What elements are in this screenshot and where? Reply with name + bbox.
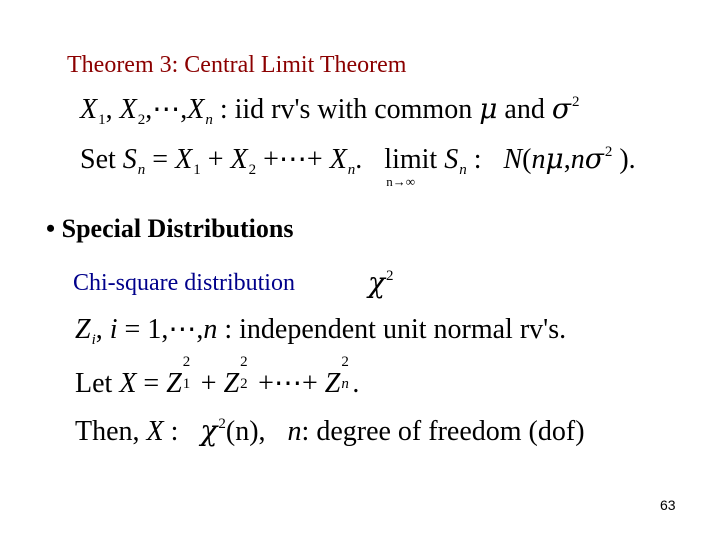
dof-text: : degree of freedom (dof) xyxy=(301,416,585,447)
sub-1: 1 xyxy=(98,112,106,128)
plus: + xyxy=(306,144,323,175)
sigma-symbol: σ xyxy=(551,92,571,125)
var-z: Z xyxy=(166,368,182,399)
z-description: independent unit normal rv's. xyxy=(239,314,567,345)
plus: + xyxy=(258,368,274,399)
comma: , xyxy=(95,314,103,345)
sub-n: n xyxy=(459,162,467,178)
let-definition-line xyxy=(75,354,360,400)
then-line xyxy=(75,414,585,448)
then-text: Then, xyxy=(75,416,140,447)
n-var: n xyxy=(203,314,218,345)
n-var: n xyxy=(570,144,585,175)
plus: + xyxy=(301,368,318,399)
plus: + xyxy=(207,144,224,175)
var-x: X xyxy=(119,368,137,399)
paren-n: (n), xyxy=(225,416,266,447)
equals: = xyxy=(143,368,160,399)
superscript-2: 2 xyxy=(240,354,248,370)
mu-symbol: μ xyxy=(545,142,564,175)
var-z: Z xyxy=(324,368,341,399)
section-heading: • Special Distributions xyxy=(46,214,294,243)
superscript-2: 2 xyxy=(604,144,613,160)
dots: ⋯ xyxy=(278,144,307,175)
rparen: ). xyxy=(619,144,636,175)
equals-one: = 1, xyxy=(124,314,169,345)
chi-letter: χ xyxy=(200,414,218,447)
colon: : xyxy=(219,94,228,125)
var-z: Z xyxy=(75,314,91,345)
n-var: n xyxy=(531,144,546,175)
colon: : xyxy=(473,144,482,175)
plus: + xyxy=(263,144,279,175)
limit-subscript: n→∞ xyxy=(386,174,416,189)
var-z: Z xyxy=(223,368,240,399)
var-x: X xyxy=(146,416,164,447)
var-x: X xyxy=(119,94,137,125)
superscript-2: 2 xyxy=(218,416,226,432)
var-x: X xyxy=(187,94,205,125)
clt-assumption-line xyxy=(80,92,579,126)
plus: + xyxy=(200,368,217,399)
sub-n: n xyxy=(347,162,356,178)
comma: , xyxy=(196,314,204,345)
var-x: X xyxy=(80,94,98,125)
let-text: Let xyxy=(75,368,113,399)
superscript-2: 2 xyxy=(341,354,349,370)
mu-symbol: μ xyxy=(479,92,498,125)
chi-symbol xyxy=(368,266,393,300)
colon: : xyxy=(170,416,179,447)
set-text: Set xyxy=(80,144,116,175)
limit-text: limit xyxy=(384,144,438,175)
i-var: i xyxy=(109,314,118,345)
comma: , xyxy=(180,94,188,125)
chi-letter: χ xyxy=(368,266,385,299)
comma: , xyxy=(563,144,571,175)
equals: = xyxy=(152,144,169,175)
normal-symbol: N xyxy=(503,144,523,175)
period: . xyxy=(355,144,363,175)
z-definition-line xyxy=(75,312,566,346)
dots: ⋯ xyxy=(168,314,197,345)
dots: ⋯ xyxy=(152,94,181,125)
limit-expression xyxy=(384,144,438,189)
assumption-text: iid rv's with common xyxy=(234,94,473,125)
superscript-2: 2 xyxy=(571,94,580,110)
var-x: X xyxy=(230,144,248,175)
sub-n: n xyxy=(205,112,213,128)
var-s: S xyxy=(122,144,137,175)
sub-2: 2 xyxy=(240,376,248,392)
superscript-2: 2 xyxy=(182,354,191,370)
superscript-2: 2 xyxy=(385,268,394,284)
chi-square-title: Chi-square distribution xyxy=(73,270,295,296)
slide-title: Theorem 3: Central Limit Theorem xyxy=(67,52,407,78)
var-s: S xyxy=(444,144,459,175)
clt-statement-line xyxy=(80,142,636,189)
sub-2: 2 xyxy=(137,112,146,128)
period: . xyxy=(352,368,360,399)
n-var: n xyxy=(287,416,302,447)
sub-2: 2 xyxy=(248,162,257,178)
var-x: X xyxy=(175,144,193,175)
sub-1: 1 xyxy=(193,162,201,178)
and-text: and xyxy=(504,94,545,125)
page-number: 63 xyxy=(660,497,676,513)
sigma-symbol: σ xyxy=(584,142,604,175)
sub-n: n xyxy=(341,376,349,392)
dots: ⋯ xyxy=(273,368,302,399)
colon: : xyxy=(224,314,233,345)
comma: , xyxy=(145,94,153,125)
sub-i: i xyxy=(91,332,96,348)
lparen: ( xyxy=(522,144,532,175)
comma: , xyxy=(105,94,113,125)
sub-n: n xyxy=(137,162,146,178)
var-x: X xyxy=(329,144,347,175)
sub-1: 1 xyxy=(182,376,191,392)
